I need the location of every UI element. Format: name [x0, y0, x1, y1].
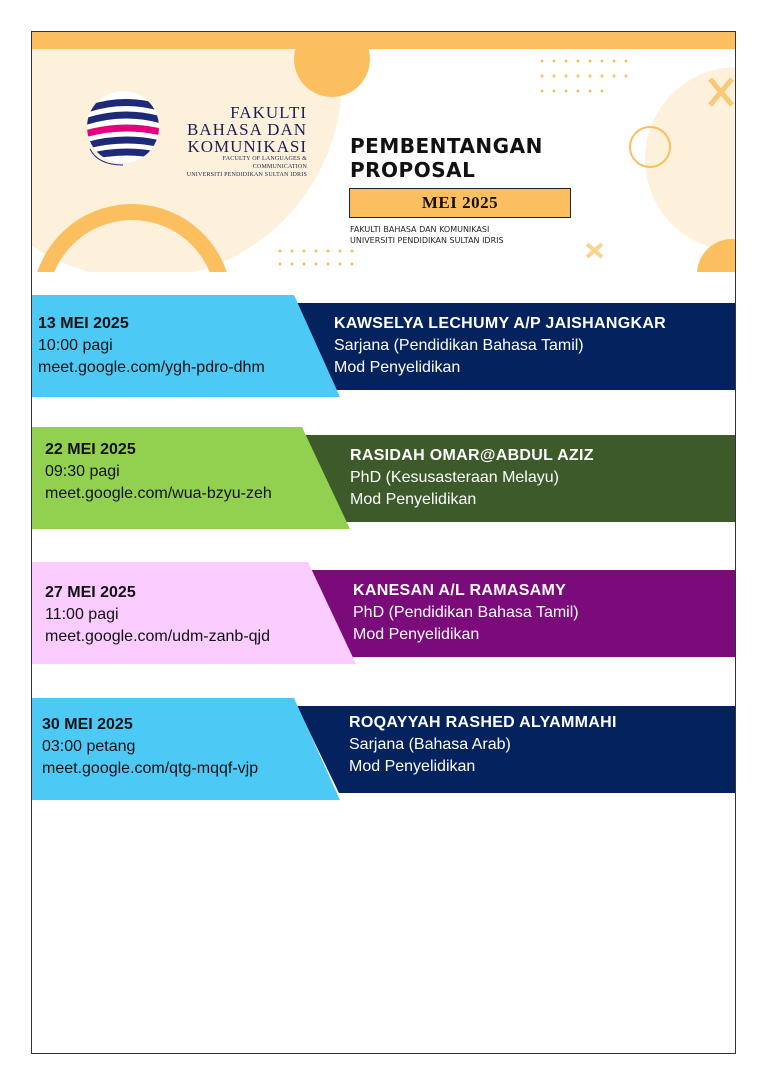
- faculty-university: UNIVERSITI PENDIDIKAN SULTAN IDRIS: [186, 172, 307, 178]
- poster-header: [32, 49, 735, 272]
- title-line-2: PROPOSAL: [350, 158, 476, 182]
- schedule-entry: [32, 698, 736, 808]
- subtitle: [350, 224, 504, 246]
- session-time: 03:00 petang: [42, 738, 136, 755]
- subtitle-line-1: FAKULTI BAHASA DAN KOMUNIKASI: [350, 225, 490, 234]
- month-label: MEI 2025: [349, 188, 571, 218]
- presenter-program: PhD (Kesusasteraan Melayu): [350, 469, 559, 486]
- presenter-mode: Mod Penyelidikan: [349, 758, 476, 775]
- faculty-line-2: BAHASA DAN: [186, 120, 307, 139]
- presenter-name: RASIDAH OMAR@ABDUL AZIZ: [350, 447, 594, 464]
- schedule-entry: [32, 427, 736, 537]
- session-time: 11:00 pagi: [45, 606, 119, 623]
- faculty-logo-icon: [78, 87, 168, 167]
- meet-link[interactable]: meet.google.com/qtg-mqqf-vjp: [42, 760, 259, 777]
- presenter-band: [302, 435, 736, 522]
- faculty-line-3: KOMUNIKASI: [187, 137, 307, 156]
- faculty-english: FACULTY OF LANGUAGES & COMMUNICATION: [222, 156, 307, 170]
- date-ribbon: [32, 562, 358, 664]
- faculty-wordmark: [172, 104, 307, 179]
- decor-cross-bottom: [587, 244, 602, 257]
- decor-white-circle: [515, 62, 559, 106]
- presenter-band: [292, 303, 736, 390]
- date-ribbon: [32, 427, 352, 529]
- presenter-program: Sarjana (Pendidikan Bahasa Tamil): [334, 337, 584, 354]
- faculty-line-1: FAKULTI: [230, 103, 307, 122]
- meet-link[interactable]: meet.google.com/ygh-pdro-dhm: [38, 359, 265, 376]
- presenter-band: [307, 570, 736, 657]
- date-ribbon: [32, 295, 342, 397]
- poster-page: [31, 31, 736, 1054]
- presenter-mode: Mod Penyelidikan: [350, 491, 477, 508]
- schedule-entry: [32, 295, 736, 405]
- presenter-program: PhD (Pendidikan Bahasa Tamil): [353, 604, 579, 621]
- presenter-mode: Mod Penyelidikan: [353, 626, 480, 643]
- session-date: 13 MEI 2025: [38, 315, 129, 332]
- session-date: 30 MEI 2025: [42, 716, 133, 733]
- decor-dots-bottom: [279, 250, 354, 266]
- top-accent-bar: [32, 32, 735, 49]
- session-date: 27 MEI 2025: [45, 584, 136, 601]
- presenter-mode: Mod Penyelidikan: [334, 359, 461, 376]
- presenter-program: Sarjana (Bahasa Arab): [349, 736, 511, 753]
- session-time: 10:00 pagi: [38, 337, 113, 354]
- date-ribbon: [32, 698, 342, 800]
- presenter-name: KAWSELYA LECHUMY A/P JAISHANGKAR: [334, 315, 667, 332]
- schedule-entry: [32, 562, 736, 672]
- presenter-band: [297, 706, 736, 793]
- session-date: 22 MEI 2025: [45, 441, 136, 458]
- title-line-1: PEMBENTANGAN: [350, 134, 543, 158]
- poster-title: [350, 134, 543, 182]
- meet-link[interactable]: meet.google.com/wua-bzyu-zeh: [45, 485, 272, 502]
- subtitle-line-2: UNIVERSITI PENDIDIKAN SULTAN IDRIS: [350, 236, 504, 245]
- session-time: 09:30 pagi: [45, 463, 120, 480]
- presenter-name: KANESAN A/L RAMASAMY: [353, 582, 567, 599]
- presenter-name: ROQAYYAH RASHED ALYAMMAHI: [349, 714, 617, 731]
- meet-link[interactable]: meet.google.com/udm-zanb-qjd: [45, 628, 271, 645]
